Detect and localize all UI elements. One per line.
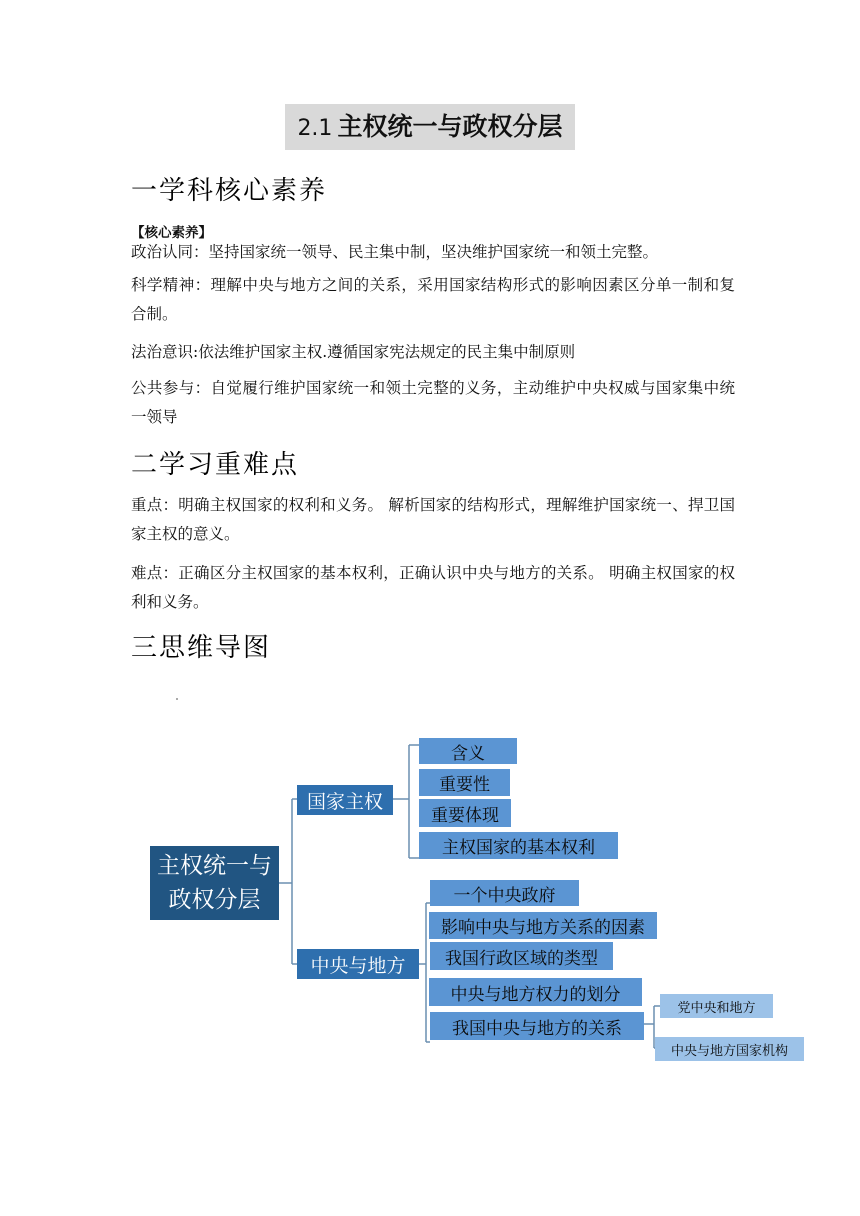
keypoint-important: 重点：明确主权国家的权利和义务。 解析国家的结构形式，理解维护国家统一、捍卫国家主权的意义。	[131, 496, 735, 543]
core-line-public: 公共参与：自觉履行维护国家统一和领土完整的义务，主动维护中央权威与国家集中统一领导	[131, 379, 735, 426]
core-line-law: 法治意识:依法维护国家主权.遵循国家宪法规定的民主集中制原则	[131, 343, 576, 361]
mindmap-branch-central-local: 中央与地方	[297, 949, 419, 979]
mindmap-leaf-influencing-factors: 影响中央与地方关系的因素	[429, 912, 657, 939]
mindmap-sub-state-organs: 中央与地方国家机构	[655, 1037, 804, 1061]
mindmap-leaf-basic-rights: 主权国家的基本权利	[419, 832, 618, 859]
mindmap-leaf-admin-region-types: 我国行政区域的类型	[430, 942, 613, 970]
mindmap-branch-sovereignty: 国家主权	[297, 785, 393, 815]
keypoint-difficult: 难点：正确区分主权国家的基本权利，正确认识中央与地方的关系。 明确主权国家的权利和义务。	[131, 564, 735, 611]
mindmap-root	[150, 846, 279, 920]
title-number: 2.1	[297, 116, 333, 141]
section-heading-mindmap: 三思维导图	[131, 633, 272, 663]
core-line-science: 科学精神：理解中央与地方之间的关系，采用国家结构形式的影响因素区分单一制和复合制。	[131, 276, 735, 323]
mindmap-leaf-power-division: 中央与地方权力的划分	[429, 978, 642, 1006]
mindmap-leaf-importance: 重要性	[419, 769, 510, 796]
core-tag: 【核心素养】	[131, 225, 212, 241]
mindmap-leaf-manifestation: 重要体现	[419, 799, 511, 827]
mindmap-sub-party-central-local: 党中央和地方	[660, 994, 773, 1018]
mindmap-leaf-relationship: 我国中央与地方的关系	[430, 1012, 644, 1040]
core-line-political: 政治认同：坚持国家统一领导、民主集中制，坚决维护国家统一和领土完整。	[131, 243, 659, 261]
mindmap-leaf-meaning: 含义	[419, 738, 517, 764]
mindmap-leaf-one-central-government: 一个中央政府	[430, 880, 579, 906]
section-heading-core: 一学科核心素养	[131, 176, 328, 206]
mindmap-root-line1: 主权统一与	[157, 853, 272, 879]
mindmap-root-line2: 政权分层	[168, 887, 261, 913]
section-heading-keypoints: 二学习重难点	[131, 450, 300, 480]
title-text: 主权统一与政权分层	[337, 112, 563, 141]
